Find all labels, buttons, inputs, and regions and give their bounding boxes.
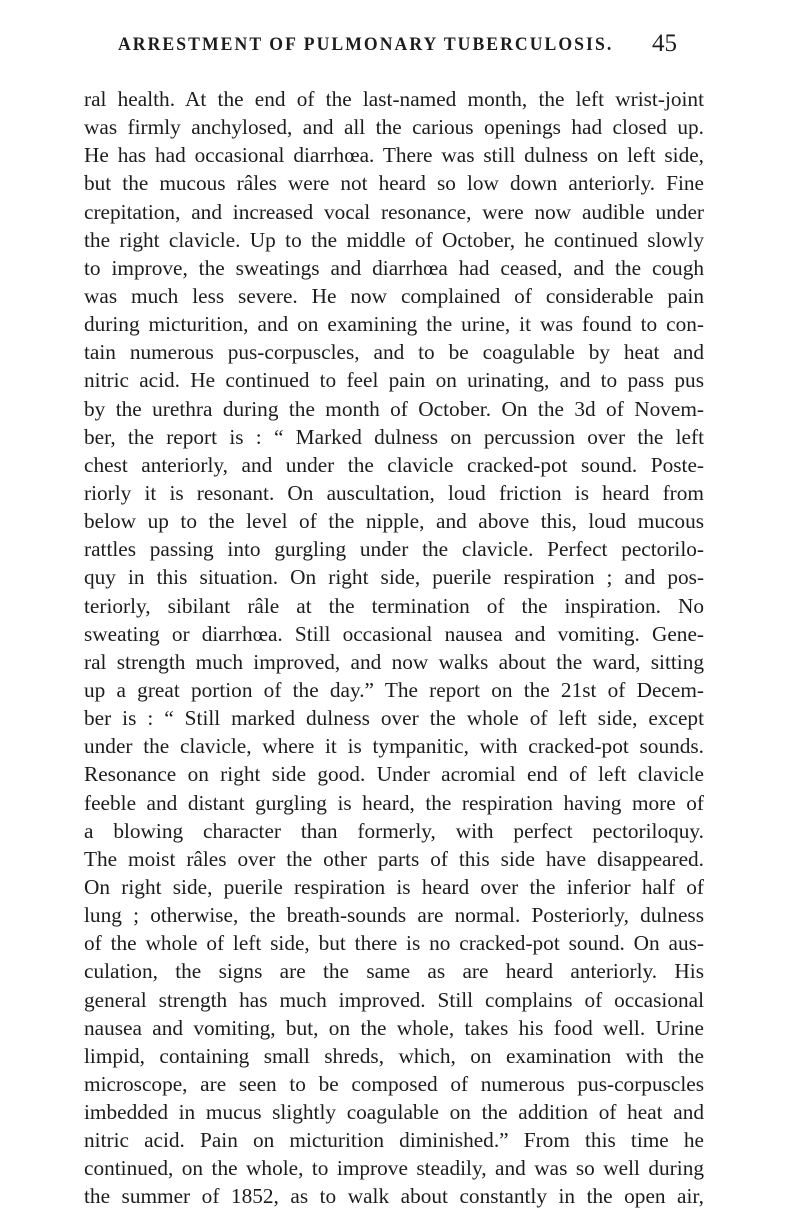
text-line: ber is : “ Still marked dulness over the whole of left side, except xyxy=(84,706,704,731)
text-line: the summer of 1852, as to walk about constantly in the open air, xyxy=(84,1184,704,1209)
text-line: tain numerous pus-corpuscles, and to be coagulable by heat and xyxy=(84,340,704,365)
running-header xyxy=(0,30,800,64)
text-line: during micturition, and on examining the urine, it was found to con- xyxy=(84,312,704,337)
text-line: The moist râles over the other parts of this side have disappeared. xyxy=(84,846,704,871)
text-line: nausea and vomiting, but, on the whole, takes his food well. Urine xyxy=(84,1015,704,1040)
text-line: quy in this situation. On right side, puerile respiration ; and pos- xyxy=(84,565,704,590)
text-line: continued, on the whole, to improve steadily, and was so well during xyxy=(84,1156,704,1181)
text-line: riorly it is resonant. On auscultation, loud friction is heard from xyxy=(84,480,704,505)
text-line: rattles passing into gurgling under the clavicle. Perfect pectorilo- xyxy=(84,537,704,562)
body-text xyxy=(84,85,704,1211)
text-line: On right side, puerile respiration is heard over the inferior half of xyxy=(84,874,704,899)
page-number: 45 xyxy=(652,30,677,57)
text-line: lung ; otherwise, the breath-sounds are normal. Posteriorly, dulness xyxy=(84,903,704,928)
text-line: Resonance on right side good. Under acromial end of left clavicle xyxy=(84,762,704,787)
text-line: of the whole of left side, but there is no cracked-pot sound. On aus- xyxy=(84,931,704,956)
text-line: was much less severe. He now complained of considerable pain xyxy=(84,283,704,308)
text-line: up a great portion of the day.” The report on the 21st of Decem- xyxy=(84,677,704,702)
text-line: nitric acid. Pain on micturition diminished.” From this time he xyxy=(84,1128,704,1153)
text-line: sweating or diarrhœa. Still occasional nausea and vomiting. Gene- xyxy=(84,621,704,646)
text-line: nitric acid. He continued to feel pain on urinating, and to pass pus xyxy=(84,368,704,393)
text-line: microscope, are seen to be composed of numerous pus-corpuscles xyxy=(84,1071,704,1096)
running-title: ARRESTMENT OF PULMONARY TUBERCULOSIS. xyxy=(118,34,614,55)
text-line: to improve, the sweatings and diarrhœa had ceased, and the cough xyxy=(84,255,704,280)
text-line: ral strength much improved, and now walks about the ward, sitting xyxy=(84,649,704,674)
text-line: a blowing character than formerly, with perfect pectoriloquy. xyxy=(84,818,704,843)
text-line: was firmly anchylosed, and all the carious openings had closed up. xyxy=(84,115,704,140)
text-line: below up to the level of the nipple, and above this, loud mucous xyxy=(84,509,704,534)
text-line: limpid, containing small shreds, which, on examination with the xyxy=(84,1043,704,1068)
text-line: by the urethra during the month of October. On the 3d of Novem- xyxy=(84,396,704,421)
text-line: He has had occasional diarrhœa. There was still dulness on left side, xyxy=(84,143,704,168)
text-line: ral health. At the end of the last-named month, the left wrist-joint xyxy=(84,87,704,111)
text-line: ber, the report is : “ Marked dulness on percussion over the left xyxy=(84,424,704,449)
text-line: the right clavicle. Up to the middle of October, he continued slowly xyxy=(84,227,704,252)
text-line: imbedded in mucus slightly coagulable on the addition of heat and xyxy=(84,1100,704,1125)
text-line: feeble and distant gurgling is heard, the respiration having more of xyxy=(84,790,704,815)
text-line: general strength has much improved. Still complains of occasional xyxy=(84,987,704,1012)
text-line: crepitation, and increased vocal resonance, were now audible under xyxy=(84,199,704,224)
text-line: but the mucous râles were not heard so low down anteriorly. Fine xyxy=(84,171,704,196)
text-line: chest anteriorly, and under the clavicle cracked-pot sound. Poste- xyxy=(84,452,704,477)
text-line: under the clavicle, where it is tympanitic, with cracked-pot sounds. xyxy=(84,734,704,759)
text-line: culation, the signs are the same as are heard anteriorly. His xyxy=(84,959,704,984)
text-line: teriorly, sibilant râle at the termination of the inspiration. No xyxy=(84,593,704,618)
